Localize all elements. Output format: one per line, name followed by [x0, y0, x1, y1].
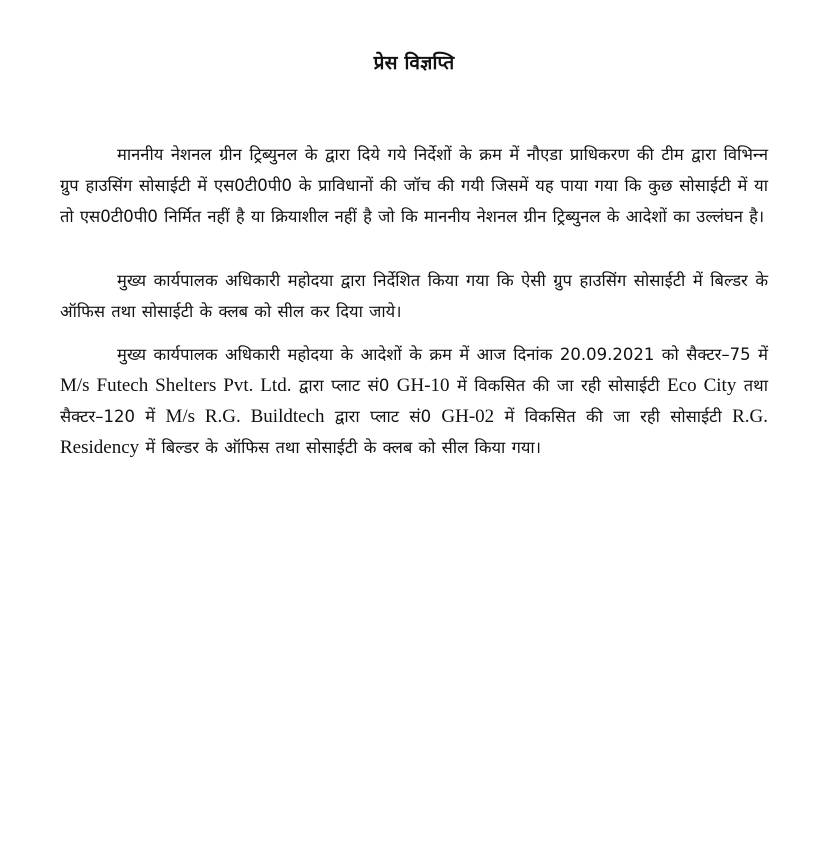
sealing-text-1: मुख्य कार्यपालक अधिकारी महोदया के आदेशों के क्रम में आज दिनांक 20.09.2021 को सैक्टर–75 में — [117, 345, 768, 364]
society-name-rg-residency: R.G. Residency — [60, 406, 769, 458]
builder-name-futech: M/s Futech Shelters Pvt. Ltd. — [60, 375, 292, 396]
sealing-text-3: में विकसित की जा रही सोसाईटी — [449, 376, 668, 395]
society-name-eco-city: Eco City — [667, 375, 737, 396]
sealing-text-2: द्वारा प्लाट सं0 — [291, 376, 397, 395]
paragraph-sealing-action — [60, 339, 768, 463]
paragraph-ceo-direction: मुख्य कार्यपालक अधिकारी महोदया द्वारा निर्देशित किया गया कि ऐसी ग्रुप हाउसिंग सोसाईटी में बिल्डर के ऑफिस तथा सोसाईटी के क्लब को सील कर दिया जाये। — [60, 271, 768, 321]
builder-name-rg-buildtech: M/s R.G. Buildtech — [165, 406, 325, 427]
sealing-text-4: तथा सैक्टर–120 में — [60, 376, 768, 426]
paragraph-ngt-inspection: माननीय नेशनल ग्रीन ट्रिब्युनल के द्वारा दिये गये निर्देशों के क्रम में नौएडा प्राधिकरण की टीम द्वारा विभिन्‍न ग्रुप हाउसिंग सोसाईटी में एस0टी0पी0 के प्राविधानों की जॉच की गयी जिसमें यह पाया गया कि कुछ सोसाईटी में या तो एस0टी0पी0 निर्मित नहीं है या क्रियाशील नहीं है जो कि माननीय नेशनल ग्रीन ट्रिब्युनल के आदेशों का उल्लंघन है। — [60, 145, 768, 226]
sealing-text-7: में बिल्डर के ऑफिस तथा सोसाईटी के क्लब को सील किया गया। — [139, 438, 541, 457]
plot-number-gh10: GH-10 — [396, 375, 450, 396]
sealing-text-6: में विकसित की जा रही सोसाईटी — [494, 407, 733, 426]
plot-number-gh02: GH-02 — [441, 406, 495, 427]
sealing-text-5: द्वारा प्लाट सं0 — [324, 407, 442, 426]
press-release-title: प्रेस विज्ञप्ति — [373, 52, 455, 74]
